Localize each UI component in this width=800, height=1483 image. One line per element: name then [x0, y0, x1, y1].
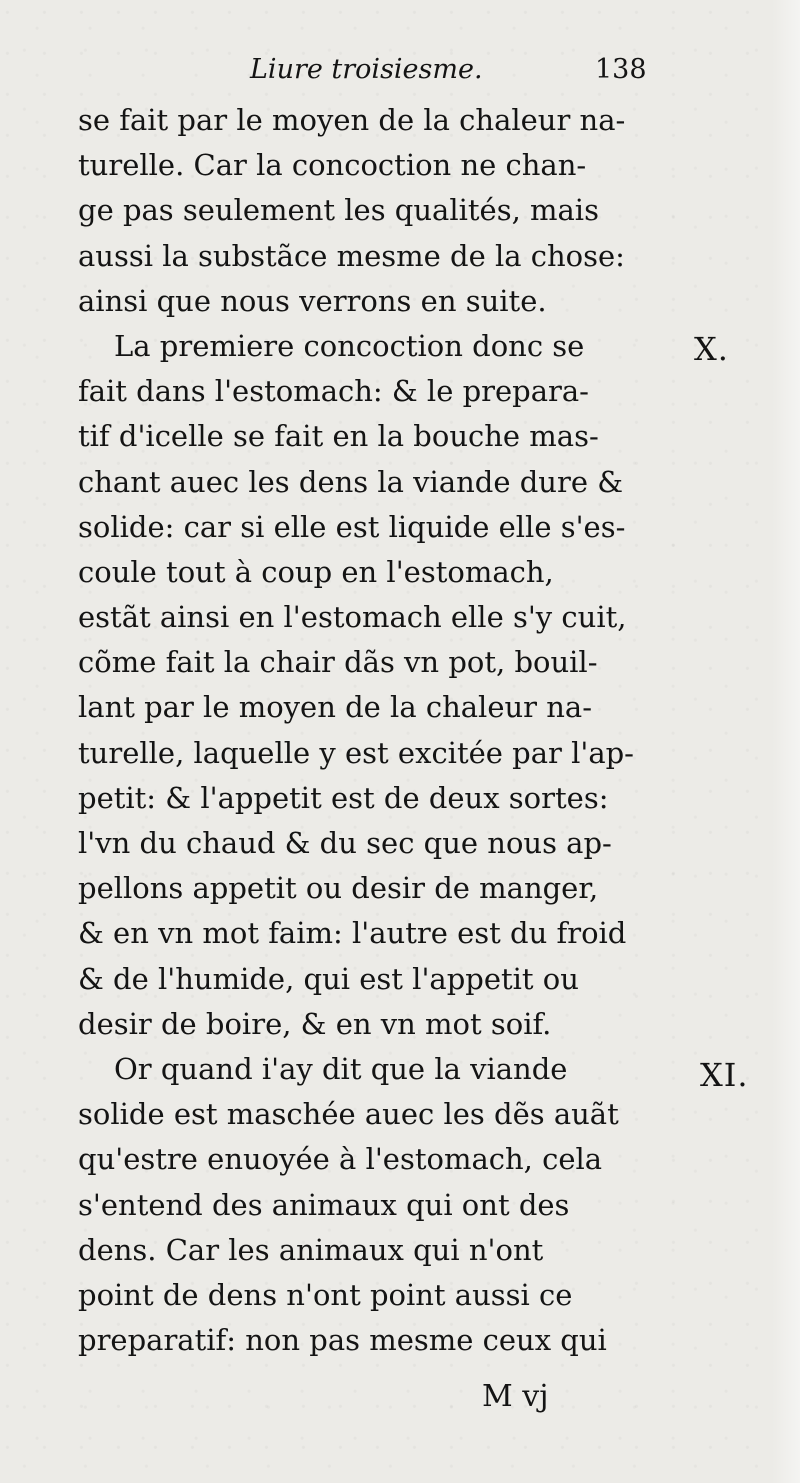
- text-line: preparatif: non pas mesme ceux qui: [78, 1323, 607, 1358]
- body-text: [78, 98, 688, 1363]
- text-line: petit: & l'appetit est de deux sortes:: [78, 780, 609, 815]
- text-line: point de dens n'ont point aussi ce: [78, 1277, 573, 1312]
- text-line: fait dans l'estomach: & le prepara-: [78, 374, 589, 409]
- signature-mark: M vj: [482, 1379, 549, 1414]
- text-line: solide est maschée auec les dẽs auãt: [78, 1097, 619, 1132]
- text-line: cõme fait la chair dãs vn pot, bouil-: [78, 645, 598, 680]
- text-line: chant auec les dens la viande dure &: [78, 464, 624, 499]
- margin-note-section-xi: XI.: [700, 1056, 749, 1094]
- text-line: & de l'humide, qui est l'appetit ou: [78, 961, 579, 996]
- text-line: & en vn mot faim: l'autre est du froid: [78, 916, 627, 951]
- text-line: solide: car si elle est liquide elle s'es-: [78, 509, 626, 544]
- text-line: qu'estre enuoyée à l'estomach, cela: [78, 1142, 603, 1177]
- page-number: 138: [595, 54, 647, 85]
- text-line: desir de boire, & en vn mot soif.: [78, 1006, 552, 1041]
- text-line: se fait par le moyen de la chaleur na-: [78, 103, 626, 137]
- text-line: coule tout à coup en l'estomach,: [78, 554, 554, 589]
- paragraph-start-line: Or quand i'ay dit que la viande: [114, 1051, 568, 1086]
- page-edge: [772, 0, 800, 1483]
- text-line: lant par le moyen de la chaleur na-: [78, 690, 592, 725]
- margin-note-section-x: X.: [694, 330, 729, 368]
- text-line: aussi la substãce mesme de la chose:: [78, 238, 625, 273]
- text-line: pellons appetit ou desir de manger,: [78, 871, 599, 906]
- text-line: ge pas seulement les qualités, mais: [78, 193, 599, 228]
- text-line: dens. Car les animaux qui n'ont: [78, 1232, 544, 1267]
- text-line: s'entend des animaux qui ont des: [78, 1187, 570, 1222]
- paragraph-start-line: La premiere concoction donc se: [114, 328, 585, 363]
- text-line: l'vn du chaud & du sec que nous ap-: [78, 826, 612, 860]
- text-line: tif d'icelle se fait en la bouche mas-: [78, 419, 599, 454]
- text-line: turelle. Car la concoction ne chan-: [78, 148, 587, 183]
- running-title: Liure troisiesme.: [250, 54, 483, 85]
- text-line: ainsi que nous verrons en suite.: [78, 283, 547, 318]
- running-head: [250, 54, 670, 94]
- text-line: estãt ainsi en l'estomach elle s'y cuit,: [78, 600, 627, 635]
- text-line: turelle, laquelle y est excitée par l'ap-: [78, 735, 634, 770]
